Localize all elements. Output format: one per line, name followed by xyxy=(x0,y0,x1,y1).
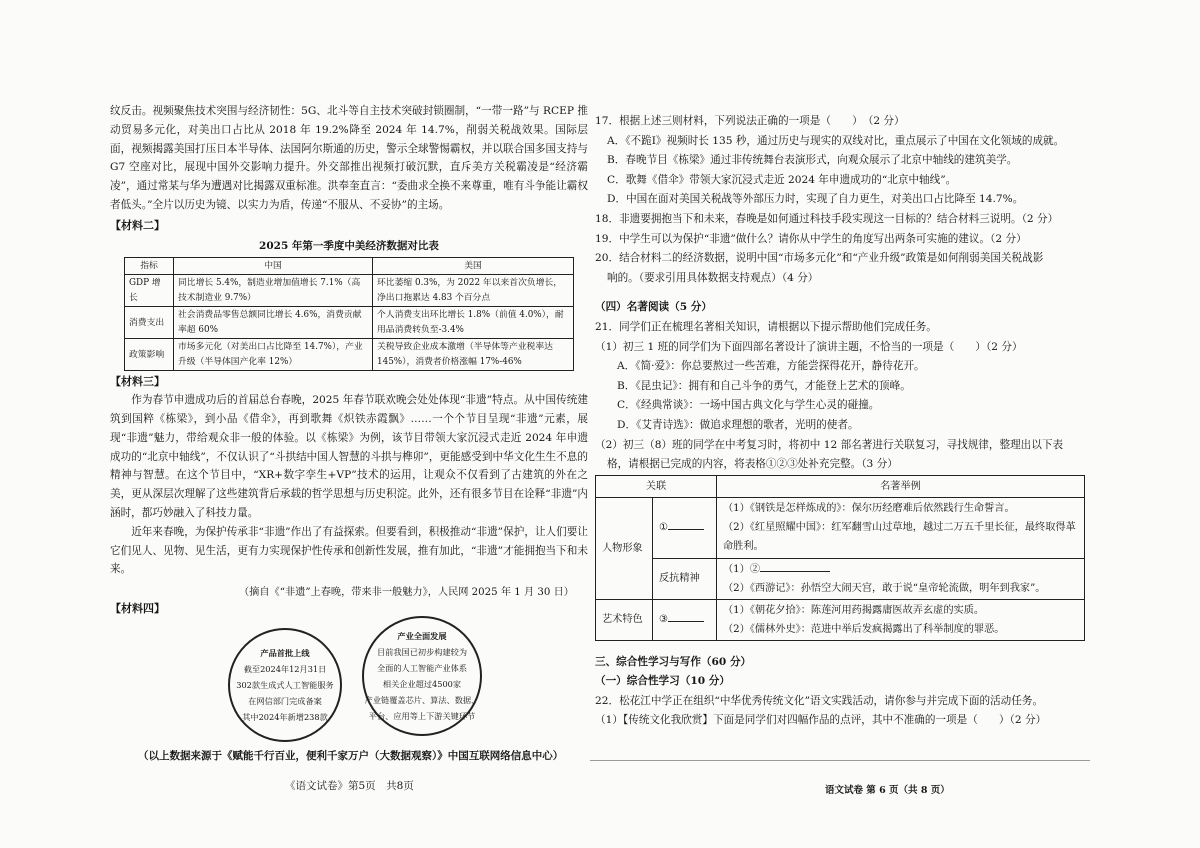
question-21-2-cont: 格，请根据已完成的内容，将表格①②③处补充完整。（3 分） xyxy=(607,458,898,471)
question-22-1: （1）【传统文化我欣赏】下面是同学们对四幅作品的点评，其中不准确的一项是（ ）（2 分） xyxy=(595,714,1047,727)
table-row xyxy=(596,558,1085,599)
row-label: 人物形象 xyxy=(596,497,653,599)
classics-table xyxy=(595,475,1085,641)
category-cell: 反抗精神 xyxy=(653,558,717,599)
circle-line: 相关企业超过4500家 xyxy=(382,679,462,689)
option: D．中国在面对美国关税战等外部压力时，实现了自力更生，对美出口占比降至 14.7%。 xyxy=(607,193,1024,206)
question-22: 22．松花江中学正在组织“中华优秀传统文化”语文实践活动，请你参与并完成下面的活动任务。 xyxy=(595,694,1044,707)
question-18: 18．非遗要拥抱当下和未来，春晚是如何通过科技手段实现这一目标的？结合材料三说明。（2 分） xyxy=(595,212,1059,225)
table-row xyxy=(596,497,1085,558)
table-header: 名著举例 xyxy=(716,475,1084,497)
material-2-label: 【材料二】 xyxy=(110,218,165,232)
circle-line: 产业链覆盖芯片、算法、数据、 xyxy=(364,695,480,705)
cell-usa: 个人消费支出环比增长 1.8%（前值 4.0%），耐用品消费转负至-3.4% xyxy=(373,307,574,339)
blank-number: ① xyxy=(659,522,669,534)
option: C．《经典常谈》：一场中国古典文化与学生心灵的碰撞。 xyxy=(617,399,880,412)
material-3-label: 【材料三】 xyxy=(110,375,165,389)
section-3-heading: 三、综合性学习与写作（60 分） xyxy=(595,655,752,668)
option: A．《不跪Ⅰ》视频时长 135 秒，通过历史与现实的双线对比，重点展示了中国在文化领域的成就。 xyxy=(607,134,1065,147)
blank-cell-3[interactable] xyxy=(653,599,717,640)
table-title: 2025 年第一季度中美经济数据对比表 xyxy=(259,239,439,252)
circle-line: 目前我国已初步构建较为 xyxy=(376,647,468,657)
answer-blank[interactable] xyxy=(760,560,830,572)
divider xyxy=(590,760,1090,761)
stat-circle-industry xyxy=(362,616,482,736)
cell-usa: 环比萎缩 0.3%，为 2022 年以来首次负增长，净出口拖累达 4.83 个百分点 xyxy=(373,275,574,307)
example-cell xyxy=(716,558,1084,599)
cell-usa: 关税导致企业成本激增（半导体等产业税率达 145%），消费者价格涨幅 17%-46% xyxy=(373,339,574,371)
question-21-2: （2）初三（8）班的同学在中考复习时，将初中 12 部名著进行关联复习，寻找规律，整理出以下表 xyxy=(595,438,1064,451)
circle-line: 其中2024年新增238款 xyxy=(242,712,328,722)
source-citation: （摘自《“非遗”上春晚，带来非一般魅力》，人民网 2025 年 1 月 30 日） xyxy=(239,587,574,599)
circle-title: 产业全面发展 xyxy=(397,631,447,641)
option: B．《昆虫记》：拥有和自己斗争的勇气，才能登上艺术的顶峰。 xyxy=(617,379,911,392)
circle-line: 302款生成式人工智能服务 xyxy=(236,680,334,690)
blank-cell-1[interactable] xyxy=(653,497,717,558)
right-page xyxy=(595,112,1087,731)
row-key: GDP 增长 xyxy=(125,275,174,307)
section-3-1-heading: （一）综合性学习（10 分） xyxy=(595,675,730,688)
circle-line: 截至2024年12月31日 xyxy=(243,664,327,674)
option: D．《艾青诗选》：做追求理想的歌者，光明的使者。 xyxy=(617,418,859,431)
row-key: 消费支出 xyxy=(125,307,174,339)
table-header: 关联 xyxy=(596,475,717,497)
example-line: （2）《儒林外史》：范进中举后发疯揭露出了科举制度的罪恶。 xyxy=(722,623,1005,635)
example-cell xyxy=(716,599,1084,640)
circle-line: 在网信部门完成备案 xyxy=(248,696,322,706)
table-row xyxy=(125,339,574,371)
intro-paragraph: 纹反击。视频聚焦技术突围与经济韧性：5G、北斗等自主技术突破封锁圈制，“一带一路”与 RCEP 推动贸易多元化，对美出口占比从 2018 年 19.2%降至 2024 年 14.7%，削弱关税战效果。国际层面，视频揭露美国打压日本半导体、法国阿尔斯通的历史，警示全球警惕霸权，并以联合国多国支持与 G7 空座对比，展现中国外交影响力提升。外交部推出视频打破沉默，直斥美方关税霸凌是“经济霸凌”，通过常某与华为遭遇对比揭露双重标准。洪奉奎直言：“委曲求全换不来尊重，唯有斗争能让霸权者低头。”全片以历史为镜、以实力为盾，传递“不服从、不妥协”的主场。 xyxy=(110,105,588,211)
section-4-heading: （四）名著阅读（5 分） xyxy=(595,301,712,314)
example-line: （1）《朝花夕拾》：陈莲河用药揭露庸医故弄玄虚的实质。 xyxy=(722,604,985,616)
question-20-cont: 响的。（要求引用具体数据支持观点）（4 分） xyxy=(607,271,819,284)
question-21: 21．同学们正在梳理名著相关知识，请根据以下提示帮助他们完成任务。 xyxy=(595,320,937,333)
blank-number: （1）② xyxy=(722,563,761,575)
example-cell xyxy=(716,497,1084,558)
question-17: 17．根据上述三则材料，下列说法正确的一项是（ ） （2 分） xyxy=(595,115,905,127)
table-row xyxy=(596,599,1085,640)
left-page xyxy=(110,102,588,618)
blank-number: ③ xyxy=(659,614,669,626)
data-source-note: （以上数据来源于《赋能千行百业，便利千家万户（大数据观察）》中国互联网络信息中心） xyxy=(138,750,564,762)
table-row xyxy=(125,275,574,307)
answer-blank[interactable] xyxy=(668,518,704,530)
cell-china: 同比增长 5.4%，制造业增加值增长 7.1%（高技术制造业 9.7%） xyxy=(174,275,373,307)
circle-line: 全面的人工智能产业体系 xyxy=(376,663,468,673)
question-20: 20．结合材料二的经济数据，说明中国“市场多元化”和“产业升级”政策是如何削弱美国关税战影 xyxy=(595,252,1044,265)
material-4-label: 【材料四】 xyxy=(110,602,165,616)
answer-blank[interactable] xyxy=(668,610,704,622)
option: B．春晚节目《栋梁》通过非传统舞台表演形式，向观众展示了北京中轴线的建筑美学。 xyxy=(607,154,1018,167)
row-label: 艺术特色 xyxy=(596,599,653,640)
cell-china: 社会消费品零售总额同比增长 4.6%，消费贡献率超 60% xyxy=(174,307,373,339)
left-page-footer: 《语文试卷》第5页 共8页 xyxy=(285,780,414,792)
table-header: 指标 xyxy=(125,257,174,275)
stat-circle-products xyxy=(228,628,342,742)
table-header: 中国 xyxy=(174,257,373,275)
option: A．《简·爱》：你总要熬过一些苦难，方能尝探得花开，静待花开。 xyxy=(617,360,925,373)
material-3-paragraph: 近年来春晚，为保护传承非“非遗”作出了有益探索。但要看到，积极推动“非遗”保护，让人们要让它们见人、见物、见生活，更有力实现保护性传承和创新性发展，推有加此，“非遗”才能拥抱当下和未来。 xyxy=(110,525,588,576)
economic-comparison-table xyxy=(124,257,574,372)
option: C．歌舞《借伞》带领大家沉浸式走近 2024 年申遗成功的“北京中轴线”。 xyxy=(607,173,957,186)
table-row xyxy=(125,307,574,339)
material-3-paragraph: 作为春节申遗成功后的首届总台春晚，2025 年春节联欢晚会处处体现“非遗”特点。从中国传统建筑到国粹《栋梁》，到小品《借伞》，再到歌舞《炽铁赤霞飘》……一个个节目呈现“非遗”元素，展现“非遗”魅力，带给观众非一般的体验。以《栋梁》为例，该节目带领大家沉浸式走近 2024 年申遗成功的“北京中轴线”，不仅认识了“斗拱结中国人智慧的斗拱与榫卯”，更能感受到中华文化生生不息的精神与智慧。在这个节目中，“XR+数字孪生+VP”技术的运用，让观众不仅看到了古建筑的外在之美，更从深层次理解了这些建筑背后承载的哲学思想与历史积淀。此外，还有很多节目在诠释“非遗”内涵时，都巧妙融入了科技力量。 xyxy=(110,394,588,520)
question-19: 19．中学生可以为保护“非遗”做什么？请你从中学生的角度写出两条可实施的建议。（2 分） xyxy=(595,232,1027,245)
question-21-1: （1）初三 1 班的同学们为下面四部名著设计了演讲主题，不恰当的一项是（ ）（2 分） xyxy=(595,340,1023,353)
example-line: （2）《红星照耀中国》：红军翻雪山过草地，越过二万五千里长征，最终取得革命胜利。 xyxy=(722,522,1076,553)
right-page-footer: 语文试卷 第 6 页（共 8 页） xyxy=(825,785,950,796)
cell-china: 市场多元化（对美出口占比降至 14.7%），产业升级（半导体国产化率 12%） xyxy=(174,339,373,371)
row-key: 政策影响 xyxy=(125,339,174,371)
table-header: 美国 xyxy=(373,257,574,275)
example-line: （2）《西游记》：孙悟空大闹天宫，敢于说“皇帝轮流做，明年到我家”。 xyxy=(722,582,1046,594)
example-line: （1）《钢铁是怎样炼成的》：保尔历经磨难后依然践行生命誓言。 xyxy=(722,503,1015,515)
circle-title: 产品首批上线 xyxy=(260,648,310,658)
circle-line: 平台、应用等上下游关键环节 xyxy=(368,711,476,721)
